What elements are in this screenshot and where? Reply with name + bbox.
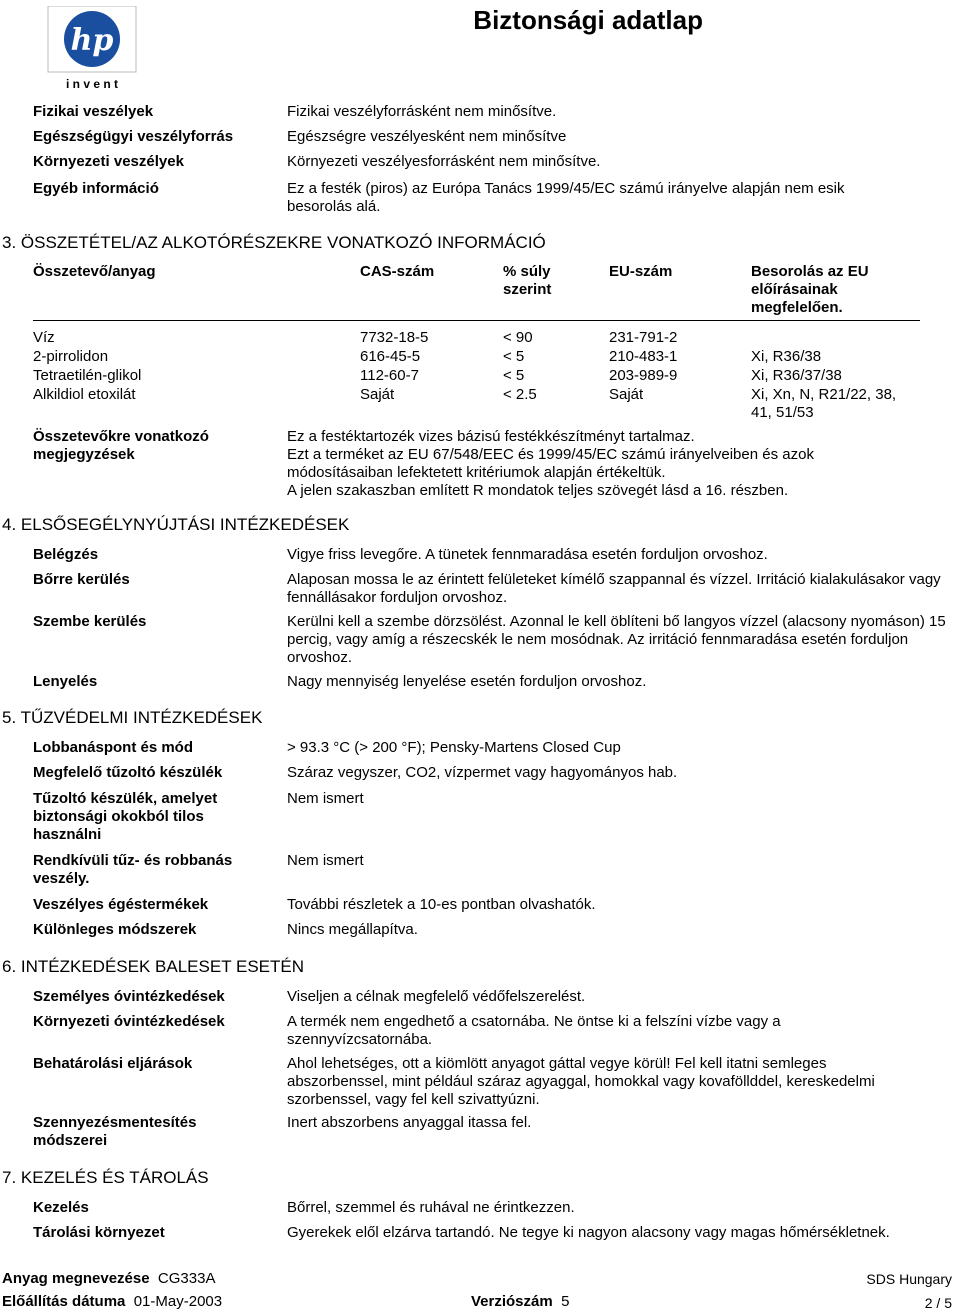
footer-version [471,1293,569,1311]
hp-logo [44,6,140,92]
first-aid-label: Bőrre kerülés [33,571,130,588]
cell-eu: Saját [609,386,644,403]
hazard-label-environment: Környezeti veszélyek [33,153,184,170]
col-header-weight: % súly szerint [503,263,552,298]
fire-value: Nincs megállapítva. [287,921,418,938]
footer-version-label: Verziószám [471,1293,553,1310]
notes-line: A jelen szakaszban említett R mondatok teljes szövegét lásd a 16. részben. [287,482,789,499]
footer-region: SDS Hungary [866,1271,952,1287]
hazard-value-other: Ez a festék (piros) az Európa Tanács 1999/45/EC számú irányelve alapján nem esik besorolás alá. [287,180,845,215]
cell-classification: Xi, Xn, N, R21/22, 38, 41, 51/53 [751,386,897,421]
fire-label: Megfelelő tűzoltó készülék [33,764,223,781]
cell-name: Alkildiol etoxilát [33,386,136,403]
cell-cas: Saját [360,386,395,403]
fire-label: Lobbanáspont és mód [33,739,194,756]
handling-label: Kezelés [33,1199,89,1216]
cell-weight: < 5 [503,348,525,365]
hazard-label-other: Egyéb információ [33,180,159,197]
hazard-label-physical: Fizikai veszélyek [33,103,154,120]
accident-value: A termék nem engedhető a csatornába. Ne öntse ki a felszíni vízbe vagy a szennyvízcsatornába. [287,1013,781,1048]
footer-page-number: 2 / 5 [924,1295,952,1311]
accident-label: Környezeti óvintézkedések [33,1013,225,1030]
col-header-classification: Besorolás az EU előírásainak megfelelően. [751,263,869,316]
first-aid-value: Vigye friss levegőre. A tünetek fennmaradása esetén forduljon orvoshoz. [287,546,768,563]
hazard-value-physical: Fizikai veszélyforrásként nem minősítve. [287,103,557,120]
cell-classification: Xi, R36/38 [751,348,822,365]
handling-value: Gyerekek elől elzárva tartandó. Ne tegye ki nagyon alacsony vagy magas hőmérsékletnek. [287,1224,890,1241]
footer-product-label: Anyag megnevezése [2,1270,150,1287]
cell-eu: 203-989-9 [609,367,678,384]
handling-label: Tárolási környezet [33,1224,165,1241]
cell-name: Víz [33,329,55,346]
footer-product-value: CG333A [157,1270,216,1287]
col-header-cas: CAS-szám [360,263,435,280]
footer-date [2,1293,222,1311]
footer-date-value: 01-May-2003 [133,1293,223,1310]
section-6-title: 6. INTÉZKEDÉSEK BALESET ESETÉN [2,957,305,976]
hazard-value-environment: Környezeti veszélyesforrásként nem minősítve. [287,153,601,170]
logo-tagline: i n v e n t [65,77,119,91]
fire-label: Veszélyes égéstermékek [33,896,209,913]
cell-classification: Xi, R36/37/38 [751,367,842,384]
logo-text: hp [70,23,114,58]
hazard-label-health: Egészségügyi veszélyforrás [33,128,234,145]
cell-weight: < 5 [503,367,525,384]
fire-value: Nem ismert [287,852,364,869]
accident-label: Személyes óvintézkedések [33,988,225,1005]
footer-product [2,1270,215,1288]
document-title: Biztonsági adatlap [473,5,703,35]
first-aid-value: Alaposan mossa le az érintett felületeket kímélő szappannal és vízzel. Irritáció kialakulásakor vagy fennállásakor forduljon orvoshoz. [287,571,941,606]
col-header-ingredient: Összetevő/anyag [33,263,156,280]
fire-value: > 93.3 °C (> 200 °F); Pensky-Martens Closed Cup [287,739,621,756]
accident-value: Ahol lehetséges, ott a kiömlött anyagot gáttal vegye körül! Fel kell itatni semleges abszorbenssel, mint például száraz agyaggal, homokkal vagy kovaföllddel, kereskedelmi szorbenssel, vagy fel kell szivattyúzni. [287,1055,875,1108]
cell-cas: 7732-18-5 [360,329,429,346]
cell-name: 2-pirrolidon [33,348,109,365]
handling-value: Bőrrel, szemmel és ruhával ne érintkezzen. [287,1199,575,1216]
cell-weight: < 2.5 [503,386,537,403]
cell-cas: 616-45-5 [360,348,421,365]
accident-label: Szennyezésmentesítés módszerei [33,1114,197,1149]
first-aid-label: Lenyelés [33,673,98,690]
footer-date-label: Előállítás dátuma [2,1293,126,1310]
fire-value: Nem ismert [287,790,364,807]
cell-eu: 210-483-1 [609,348,678,365]
first-aid-label: Szembe kerülés [33,613,147,630]
section-3-title: 3. ÖSSZETÉTEL/AZ ALKOTÓRÉSZEKRE VONATKOZÓ INFORMÁCIÓ [2,233,546,252]
first-aid-label: Belégzés [33,546,99,563]
first-aid-value: Nagy mennyiség lenyelése esetén forduljon orvoshoz. [287,673,647,690]
table-header-rule [33,320,920,321]
first-aid-value: Kerülni kell a szembe dörzsölést. Azonnal le kell öblíteni bő langyos vízzel (alacsony nyomáson) 15 percig, vagy amíg a részecskék le nem mosódnak. Az irritáció fennmaradása esetén forduljon orvoshoz. [287,613,946,666]
cell-weight: < 90 [503,329,533,346]
hazard-value-health: Egészségre veszélyesként nem minősítve [287,128,567,145]
fire-value: További részletek a 10-es pontban olvashatók. [287,896,596,913]
section-5-title: 5. TŰZVÉDELMI INTÉZKEDÉSEK [2,708,263,727]
accident-label: Behatárolási eljárások [33,1055,193,1072]
accident-value: Inert abszorbens anyaggal itassa fel. [287,1114,532,1131]
cell-cas: 112-60-7 [360,367,419,384]
cell-eu: 231-791-2 [609,329,678,346]
fire-label: Különleges módszerek [33,921,197,938]
footer-version-value: 5 [561,1293,570,1310]
fire-value: Száraz vegyszer, CO2, vízpermet vagy hagyományos hab. [287,764,678,781]
notes-label: Összetevőkre vonatkozó megjegyzések [33,428,209,463]
notes-line: Ez a festéktartozék vizes bázisú festékkészítményt tartalmaz. [287,428,695,445]
fire-label: Tűzoltó készülék, amelyet biztonsági okokból tilos használni [33,790,218,843]
section-7-title: 7. KEZELÉS ÉS TÁROLÁS [2,1168,209,1187]
accident-value: Viseljen a célnak megfelelő védőfelszerelést. [287,988,586,1005]
fire-label: Rendkívüli tűz- és robbanás veszély. [33,852,233,887]
cell-name: Tetraetilén-glikol [33,367,142,384]
notes-line: Ezt a terméket az EU 67/548/EEC és 1999/45/EC számú irányelveiben és azok módosításaiban lefektetett kritériumok alapján értékeltük. [287,446,814,481]
section-4-title: 4. ELSŐSEGÉLYNYÚJTÁSI INTÉZKEDÉSEK [2,515,350,534]
col-header-eu: EU-szám [609,263,673,280]
